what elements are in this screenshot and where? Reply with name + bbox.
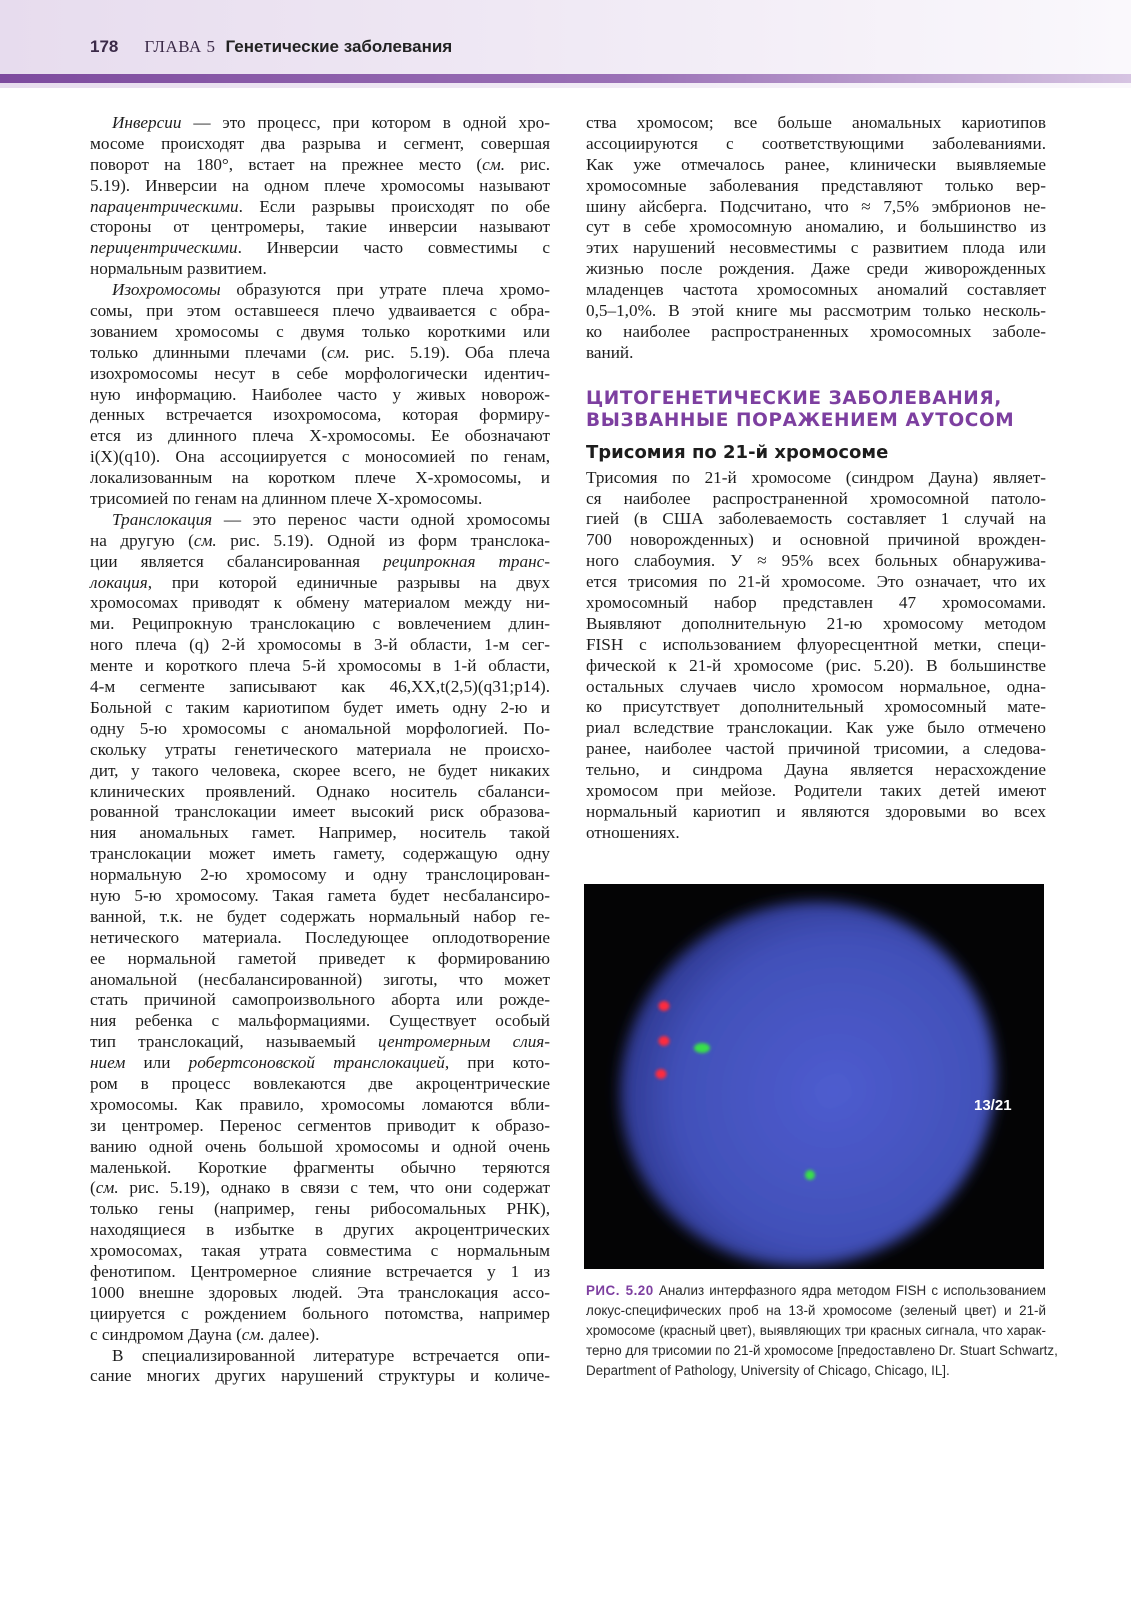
figure-caption (586, 1281, 1058, 1381)
text-line: FISH с использованием флуоресцентной метки, специ- (586, 634, 1046, 654)
text-line: ства хромосом; все больше аномальных кариотипов (586, 113, 1046, 132)
section-heading-line: ЦИТОГЕНЕТИЧЕСКИЕ ЗАБОЛЕВАНИЯ, (586, 387, 1002, 409)
text-line: тельно, и синдрома Дауна является нерасхождение (586, 760, 1046, 780)
text-line: нормальным развитием. (90, 259, 267, 279)
text-line: 0,5–1,0%. В этой книге мы рассмотрим только несколь- (586, 301, 1046, 321)
text-line: Транслокация — это перенос части одной хромосомы (112, 509, 550, 529)
text-line: шину айсберга. Подсчитано, что ≈ 7,5% эмбрионов не- (586, 196, 1046, 216)
text-line: нормальную 2-ю хромосому и одну транслоцирован- (90, 865, 550, 885)
text-line: ется трисомия по 21-й хромосоме. Это означает, что их (586, 572, 1046, 592)
running-header (90, 37, 452, 57)
caption-line: хромосоме (красный цвет), выявляющих три красных сигнала, что харак- (586, 1323, 1046, 1338)
text-line: только гены (например, гены рибосомальных РНК), (90, 1199, 550, 1219)
paragraph (90, 280, 550, 510)
paragraph (90, 113, 550, 280)
text-line: нормальный кариотип и являются здоровыми во всех (586, 801, 1046, 821)
text-line: трисомией по генам на длинном плече X-хромосомы. (90, 489, 483, 509)
text-line: маленькой. Короткие фрагменты обычно теряются (90, 1157, 550, 1177)
text-line: (см. рис. 5.19), однако в связи с тем, что они содержат (90, 1178, 550, 1198)
text-line: ванной, т.к. не будет содержать нормальный набор ге- (90, 906, 550, 926)
header-rule (0, 74, 1131, 83)
text-line: ранее, наиболее частой причиной трисомии, а следова- (586, 739, 1046, 759)
text-line: ного слабоумия. У ≈ 95% всех больных обнаружива- (586, 551, 1046, 571)
text-line: хромосомные заболевания представляют только вер- (586, 175, 1046, 195)
text-line: младенцев частота хромосомных аномалий составляет (586, 280, 1046, 300)
text-line: ную информацию. Наиболее часто у живых новорож- (90, 384, 550, 404)
text-line: хромосом при мейозе. Родители таких детей имеют (586, 781, 1046, 801)
text-line: Больной с таким кариотипом будет иметь одну 2-ю и (90, 697, 550, 717)
text-line: хромосомах приводят к обмену материалом между ни- (90, 593, 550, 613)
text-line: ми. Реципрокную транслокацию с вовлечением длин- (90, 614, 550, 634)
fish-image (584, 884, 1044, 1269)
text-line: клинических проявлений. Однако носитель сбаланси- (90, 781, 550, 801)
section-heading (586, 388, 1046, 432)
fish-figure (584, 884, 1044, 1269)
green-signal (694, 1043, 710, 1053)
text-line: риал вследствие транслокации. Как уже было отмечено (586, 718, 1046, 738)
text-line: сут в себе хромосомную аномалию, и большинство из (586, 217, 1046, 237)
text-line: В специализированной литературе встречается опи- (112, 1345, 550, 1365)
text-line: циируется с рождением больного потомства, например (90, 1303, 550, 1323)
text-line: ции является сбалансированная реципрокная транс- (90, 551, 550, 571)
text-line: поворот на 180°, встает на прежнее место (см. рис. (90, 154, 550, 174)
figure-label: 13/21 (974, 1097, 1012, 1114)
text-line: сание многих других нарушений структуры и количе- (90, 1366, 550, 1386)
text-line: ся наиболее распространенной хромосомной патоло- (586, 488, 1046, 508)
text-line: жизнью после рождения. Даже среди живорожденных (586, 259, 1046, 279)
text-line: хромосомный набор представлен 47 хромосомами. (586, 593, 1046, 613)
left-column (90, 113, 550, 1387)
text-line: денных встречается изохромосома, которая формиру- (90, 405, 550, 425)
text-line: находящиеся в избытке в других акроцентрических (90, 1220, 550, 1240)
right-column-body (586, 468, 1046, 844)
text-line: зи центромер. Перенос сегментов приводит к образо- (90, 1115, 550, 1135)
caption-line: локус-специфических проб на 13-й хромосоме (зеленый цвет) и 21-й (586, 1303, 1046, 1318)
caption-line: РИС. 5.20 Анализ интерфазного ядра методом FISH с использованием (586, 1283, 1047, 1298)
text-line: ванию одной очень большой хромосомы и одной очень (90, 1136, 550, 1156)
text-line: парацентрическими. Если разрывы происходят по обе (90, 196, 550, 216)
text-line: транслокации может иметь гамету, содержащую одну (90, 844, 550, 864)
text-line: Изохромосомы образуются при утрате плеча хромо- (112, 280, 550, 300)
text-line: фической к 21-й хромосоме (рис. 5.20). В большинстве (586, 655, 1046, 675)
text-line: 1000 внешне здоровых людей. Эта транслокация ассо- (90, 1282, 550, 1302)
text-line: аномальной (несбалансированной) зиготы, что может (90, 969, 550, 989)
text-line: ваний. (586, 342, 634, 362)
text-line: одну 5-ю хромосомы с аномальной морфологией. По- (90, 718, 550, 738)
text-line: i(X)(q10). Она ассоциируется с моносомией по генам, (90, 447, 550, 467)
text-line: ром в процесс вовлекаются две акроцентрические (90, 1073, 550, 1093)
text-line: на другую (см. рис. 5.19). Одной из форм транслока- (90, 530, 551, 550)
text-line: изохромосомы несут в себе морфологически идентич- (90, 363, 550, 383)
text-line: 4-м сегменте записывают как 46,XX,t(2,5)(q31;p14). (90, 677, 550, 697)
text-line: нетического материала. Последующее оплодотворение (90, 927, 550, 947)
text-line: Как уже отмечалось ранее, клинически выявляемые (586, 154, 1046, 174)
text-line: стать причиной самопроизвольного аборта или рожде- (90, 990, 550, 1010)
text-line: стороны от центромеры, такие инверсии называют (90, 217, 550, 237)
text-line: с синдромом Дауна (см. далее). (90, 1324, 320, 1344)
text-line: ную 5-ю хромосому. Такая гамета будет несбалансиро- (90, 885, 550, 905)
text-line: перицентрическими. Инверсии часто совместимы с (90, 238, 550, 258)
chapter-label: ГЛАВА 5 (144, 37, 216, 56)
text-line: ется из длинного плеча X-хромосомы. Ее обозначают (90, 426, 550, 446)
text-line: 5.19). Инверсии на одном плече хромосомы называют (90, 175, 550, 195)
text-line: 700 новорожденных) и основной причиной врожден- (586, 530, 1046, 550)
text-line: ния аномальных гамет. Например, носитель такой (90, 823, 550, 843)
text-line: тип транслокаций, называемый центромерным слия- (90, 1032, 550, 1052)
page-number: 178 (90, 37, 119, 56)
text-line: рованной транслокации имеет высокий риск образова- (90, 802, 550, 822)
text-line: хромосомы. Как правило, хромосомы ломаются вбли- (90, 1094, 550, 1114)
red-signal (659, 1036, 670, 1046)
text-line: Трисомия по 21-й хромосоме (синдром Дауна) являет- (586, 467, 1046, 487)
text-line: дит, у такого человека, скорее всего, не будет никаких (90, 760, 550, 780)
green-signal (805, 1170, 815, 1180)
text-line: Инверсии — это процесс, при котором в одной хро- (112, 113, 550, 132)
red-signal (656, 1069, 667, 1079)
text-line: остальных случаев число хромосом нормальное, одна- (586, 676, 1046, 696)
right-column (586, 113, 1046, 844)
text-line: ко присутствует дополнительный хромосомный мате- (586, 697, 1046, 717)
subsection-heading: Трисомия по 21-й хромосоме (586, 441, 889, 463)
text-line: скольку утраты генетического материала не происхо- (90, 739, 550, 759)
paragraph (90, 1346, 550, 1388)
text-line: ко наиболее распространенных хромосомных заболе- (586, 321, 1046, 341)
text-line: этих нарушений несовместимы с развитием плода или (586, 238, 1046, 258)
caption-line: Department of Pathology, University of Chicago, Chicago, IL]. (586, 1363, 950, 1378)
text-line: менте и короткого плеча 5-й хромосомы в 1-й области, (90, 656, 550, 676)
text-line: зованием хромосомы с двумя только короткими или (90, 321, 550, 341)
text-line: гией (в США заболеваемость составляет 1 случай на (586, 509, 1046, 529)
text-line: локализованным на коротком плече X-хромосомы, и (90, 468, 550, 488)
text-line: фенотипом. Центромерное слияние встречается у 1 из (90, 1261, 550, 1281)
text-line: ния ребенка с мальформациями. Существует особый (90, 1011, 550, 1031)
text-line: локация, при которой единичные разрывы на двух (90, 572, 550, 592)
section-heading-line: ВЫЗВАННЫЕ ПОРАЖЕНИЕМ АУТОСОМ (586, 409, 1015, 431)
text-line: ного плеча (q) 2-й хромосомы в 3-й области, 1-м сег- (90, 635, 550, 655)
text-line: сомы, при этом оставшееся плечо удваивается с обра- (90, 301, 550, 321)
text-line: Выявляют дополнительную 21-ю хромосому методом (586, 613, 1046, 633)
text-line: только длинными плечами (см. рис. 5.19). Оба плеча (90, 342, 550, 362)
right-column-intro (586, 113, 1046, 364)
text-line: отношениях. (586, 822, 680, 842)
text-line: хромосомах, такая утрата совместима с нормальным (90, 1241, 550, 1261)
chapter-title: Генетические заболевания (225, 37, 453, 56)
caption-line: терно для трисомии по 21-й хромосоме [предоставлено Dr. Stuart Schwartz, (586, 1343, 1058, 1358)
red-signal (659, 1001, 670, 1011)
text-line: мосоме происходят два разрыва и сегмент, совершая (90, 133, 550, 153)
paragraph (90, 510, 550, 1346)
text-line: ее нормальной гаметой приведет к формированию (90, 948, 550, 968)
text-line: ассоциируются с соответствующими заболеваниями. (586, 133, 1046, 153)
text-line: нием или робертсоновской транслокацией, при кото- (90, 1053, 551, 1073)
figure-number: РИС. 5.20 (586, 1283, 654, 1298)
